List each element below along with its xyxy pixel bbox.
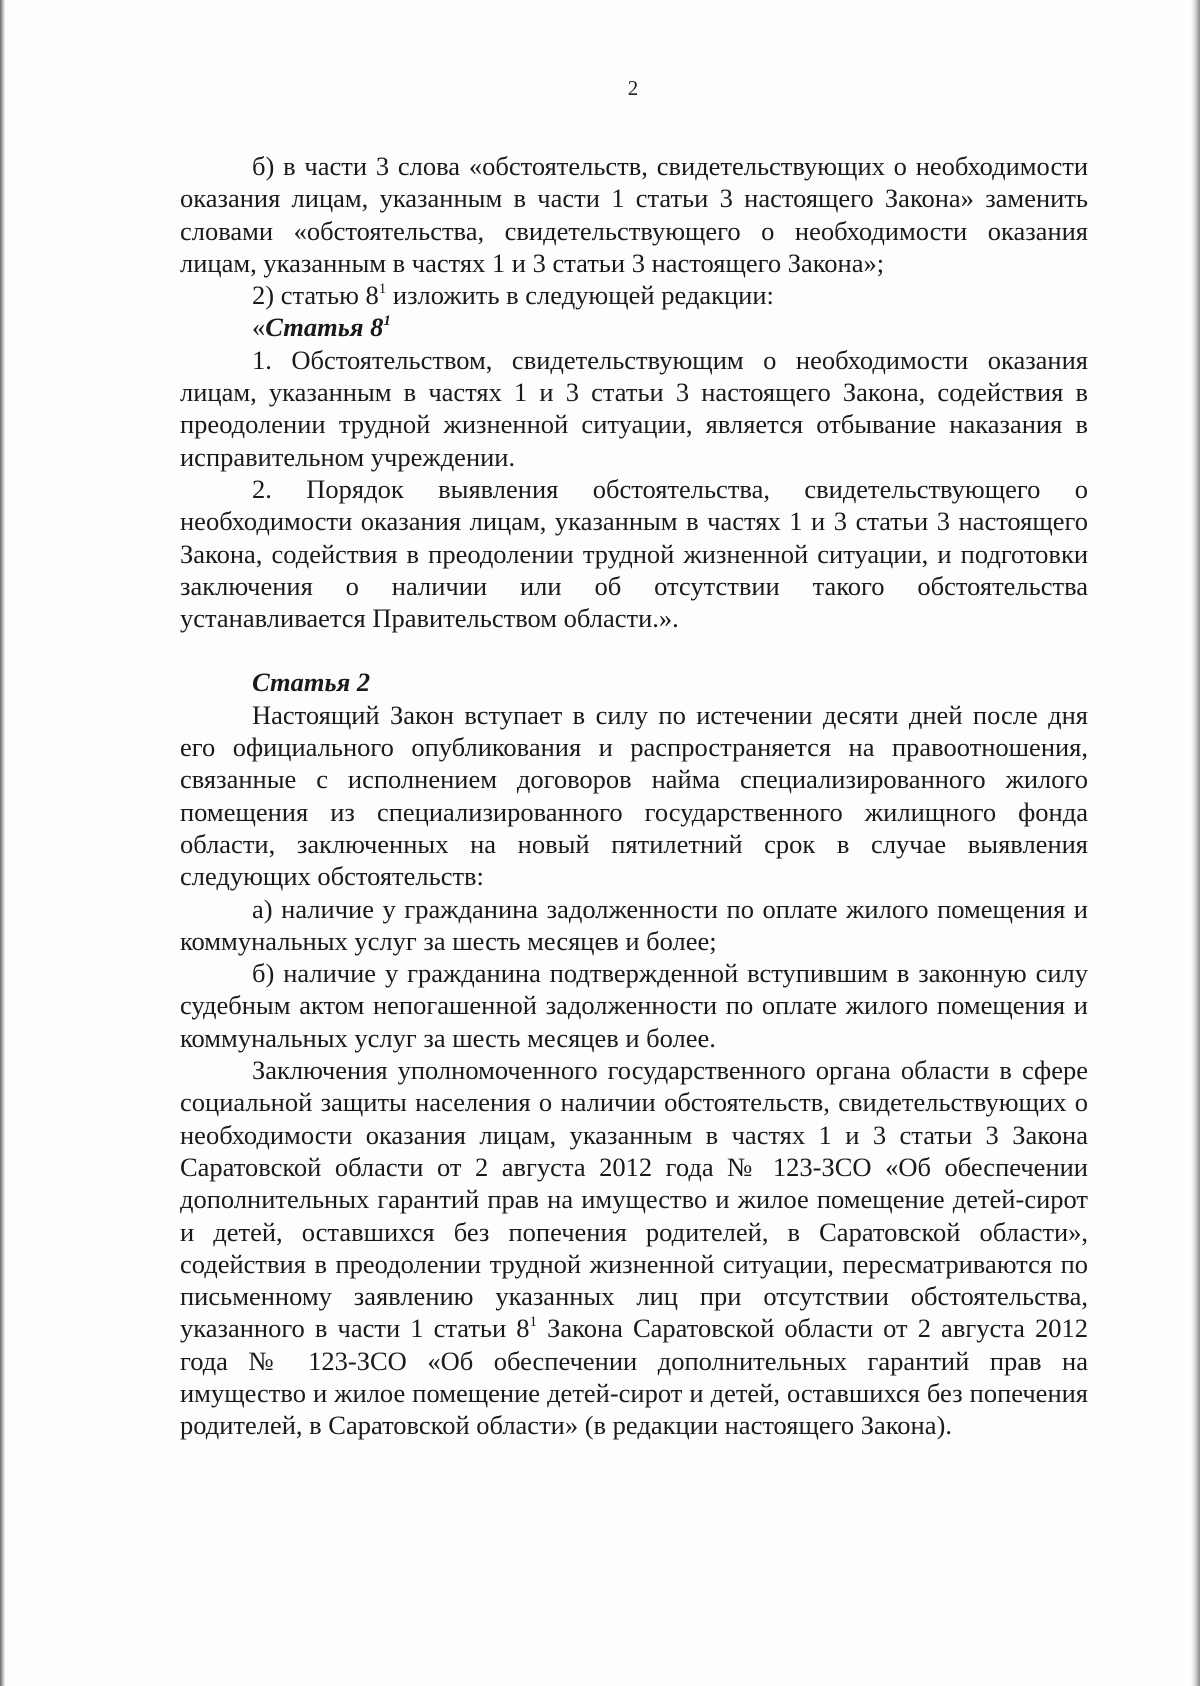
article-2-paragraph-final-text-end: Закона Саратовской области от 2 августа 2012 года № 123-ЗСО «Об обеспечении дополнительных гарантий прав на имущество и жилое помещение детей-сирот и детей, оставшихся без попечения родителей, в Саратовской области» (в редакции настоящего Закона). <box>180 1313 1088 1441</box>
page-number: 2 <box>627 76 639 100</box>
superscript: 1 <box>378 281 387 298</box>
amendment-item-b: б) в части 3 слова «обстоятельств, свидетельствующих о необходимости оказания лицам, указанным в части 1 статьи 3 настоящего Закона» заменить словами «обстоятельства, свидетельствующего о необходимости оказания лицам, указанным в частях 1 и 3 статьи 3 настоящего Закона»; <box>180 151 1088 278</box>
article-8-1-heading <box>180 311 1088 343</box>
amendment-item-2-text: 2) статью 8 <box>252 280 379 311</box>
scan-edge-right <box>1191 0 1200 1686</box>
article-8-1-title: Статья 8 <box>265 312 384 343</box>
article-2-item-b: б) наличие у гражданина подтвержденной вступившим в законную силу судебным актом непогашенной задолженности по оплате жилого помещения и коммунальных услуг за шесть месяцев и более. <box>180 958 1088 1053</box>
document-body <box>180 150 1088 1442</box>
article-8-1-point-2: 2. Порядок выявления обстоятельства, свидетельствующего о необходимости оказания лицам, указанным в частях 1 и 3 статьи 3 настоящего Закона, содействия в преодолении трудной жизненной ситуации, и подготовки заключения о наличии или об отсутствии такого обстоятельства устанавливается Правительством области.». <box>180 473 1088 634</box>
section-gap <box>180 634 1088 666</box>
opening-quote: « <box>252 312 266 343</box>
scan-edge-left <box>0 0 5 1686</box>
article-8-1-point-1: 1. Обстоятельством, свидетельствующим о необходимости оказания лицам, указанным в частях 1 и 3 статьи 3 настоящего Закона, содействия в преодолении трудной жизненной ситуации, является отбывание наказания в исправительном учреждении. <box>180 344 1088 472</box>
article-2-paragraph-final-text: Заключения уполномоченного государственного органа области в сфере социальной защиты населения о наличии обстоятельств, свидетельствующих о необходимости оказания лицам, указанным в частях 1 и 3 статьи 3 Закона Саратовской области от 2 августа 2012 года № 123-ЗСО «Об обеспечении дополнительных гарантий прав на имущество и жилое помещение детей-сирот и детей, оставшихся без попечения родителей, в Саратовской области», содействия в преодолении трудной жизненной ситуации, пересматриваются по письменному заявлению указанных лиц при отсутствии обстоятельства, указанного в части 1 статьи 8 <box>180 1055 1088 1344</box>
amendment-item-2-text-end: изложить в следующей редакции: <box>386 280 774 311</box>
superscript: 1 <box>383 313 391 330</box>
article-2-paragraph-1: Настоящий Закон вступает в силу по истечении десяти дней после дня его официального опубликования и распространяется на правоотношения, связанные с исполнением договоров найма специализированного жилого помещения из специализированного государственного жилищного фонда области, заключенных на новый пятилетний срок в случае выявления следующих обстоятельств: <box>180 699 1088 892</box>
article-2-item-a: а) наличие у гражданина задолженности по оплате жилого помещения и коммунальных услуг за шесть месяцев и более; <box>180 893 1088 956</box>
superscript: 1 <box>529 1314 538 1331</box>
amendment-item-2 <box>180 279 1088 311</box>
article-2-paragraph-final <box>180 1054 1088 1442</box>
article-2-heading: Статья 2 <box>252 667 371 698</box>
